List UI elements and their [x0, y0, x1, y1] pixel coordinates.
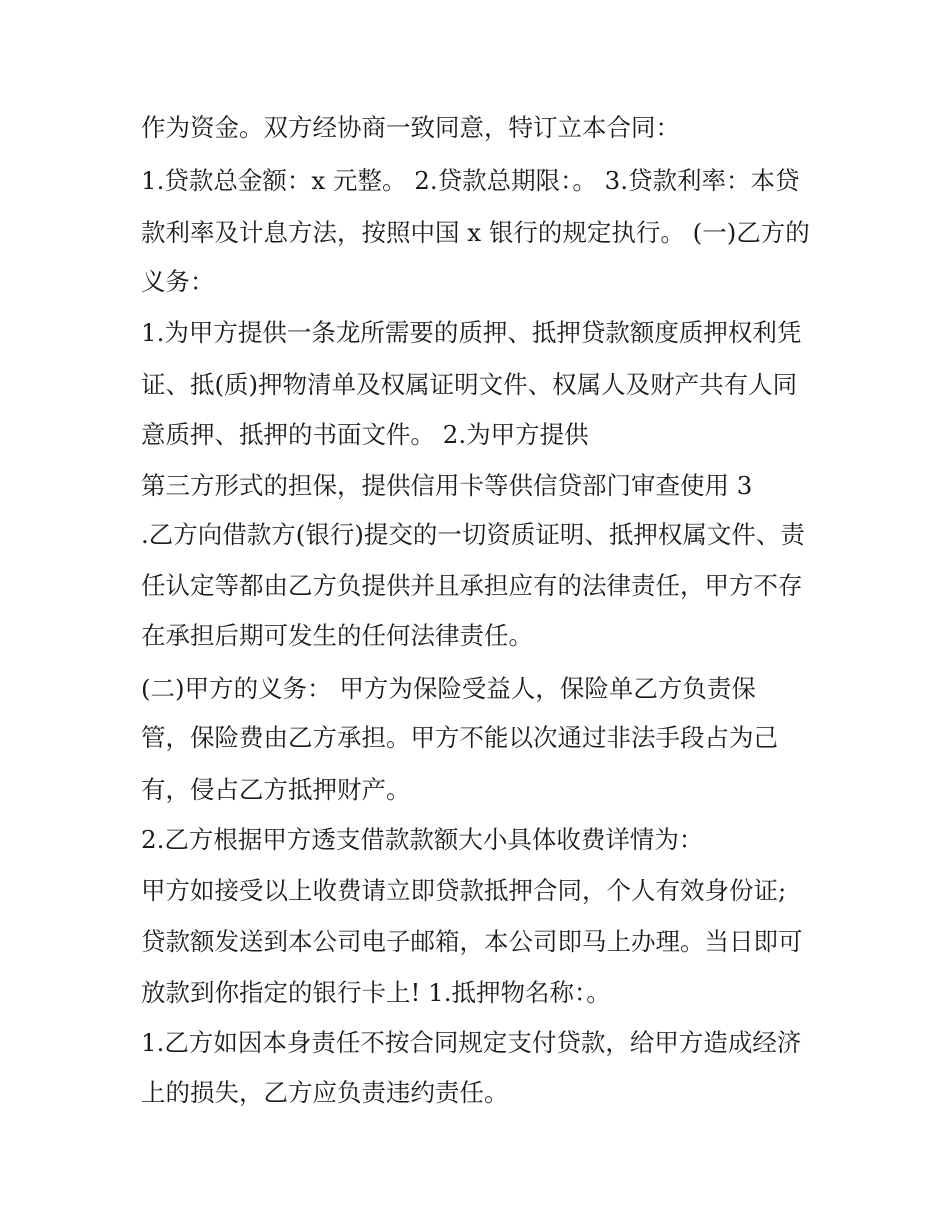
text-line: 1.乙方如因本身责任不按合同规定支付贷款，给甲方造成经济 [141, 1028, 802, 1057]
text-line: 意质押、抵押的书面文件。 2.为甲方提供 [141, 420, 589, 449]
text-line: .乙方向借款方(银行)提交的一切资质证明、抵押权属文件、责 [141, 520, 805, 549]
text-line: 在承担后期可发生的任何法律责任。 [141, 621, 533, 650]
text-line: 贷款额发送到本公司电子邮箱，本公司即马上办理。当日即可 [141, 927, 803, 956]
text-line: (二)甲方的义务： 甲方为保险受益人，保险单乙方负责保 [141, 674, 756, 703]
text-line: 甲方如接受以上收费请立即贷款抵押合同，个人有效身份证; [141, 876, 787, 905]
text-line: 作为资金。双方经协商一致同意，特订立本合同： [141, 113, 680, 142]
text-line: 有，侵占乙方抵押财产。 [141, 775, 411, 804]
text-line: 义务： [141, 267, 215, 296]
text-line: 1.为甲方提供一条龙所需要的质押、抵押贷款额度质押权利凭 [141, 318, 802, 347]
text-line: 1.贷款总金额：x 元整。 2.贷款总期限：。 3.贷款利率：本贷 [141, 166, 800, 195]
text-line: 管，保险费由乙方承担。甲方不能以次通过非法手段占为己 [141, 723, 778, 752]
text-line: 款利率及计息方法，按照中国 x 银行的规定执行。 (一)乙方的 [141, 218, 810, 247]
text-line: 第三方形式的担保，提供信用卡等供信贷部门审查使用 3 [141, 471, 753, 500]
text-line: 2.乙方根据甲方透支借款款额大小具体收费详情为： [141, 825, 704, 854]
text-line: 上的损失，乙方应负责违约责任。 [141, 1078, 509, 1107]
text-line: 任认定等都由乙方负提供并且承担应有的法律责任，甲方不存 [141, 571, 803, 600]
text-line: 证、抵(质)押物清单及权属证明文件、权属人及财产共有人同 [141, 370, 798, 399]
text-line: 放款到你指定的银行卡上! 1.抵押物名称：。 [141, 978, 611, 1007]
